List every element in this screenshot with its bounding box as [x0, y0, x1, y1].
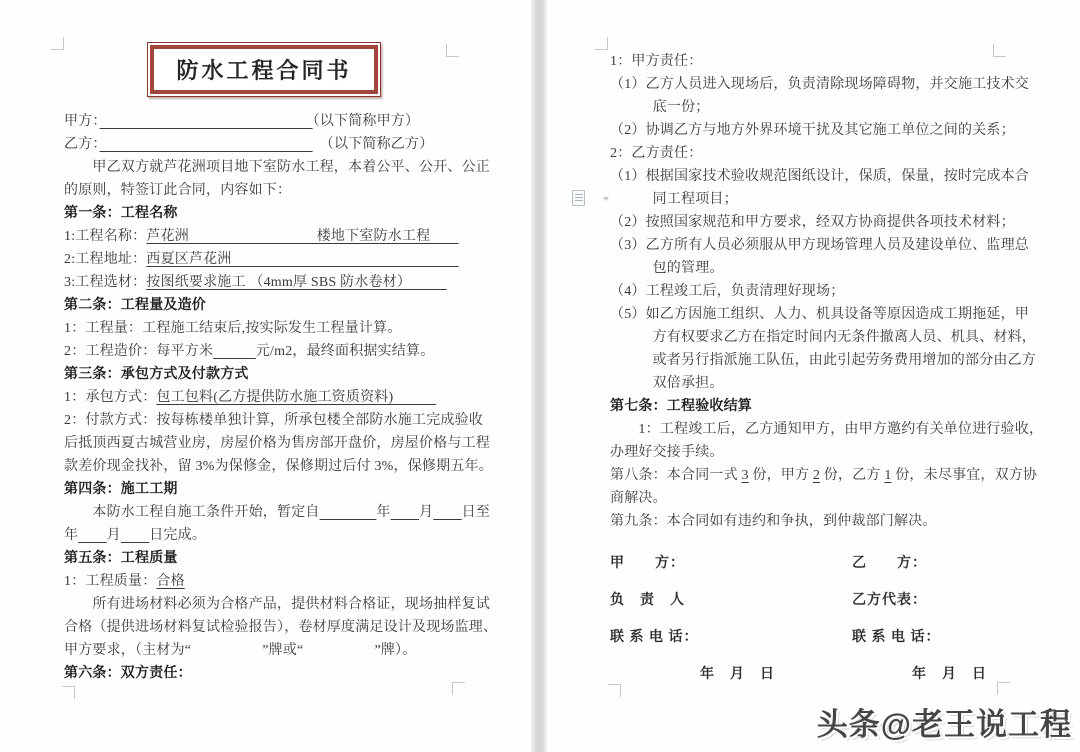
contract-line: 第八条：本合同一式 3 份，甲方 2 份，乙方 1 份，未尽事宜，双方协	[610, 468, 1038, 483]
contract-line: 乙方： （以下简称乙方）	[64, 137, 434, 152]
contract-line: （3）乙方所有人员必须服从甲方现场管理人员及建设单位、监理总	[610, 238, 1029, 253]
contract-line: 办理好交接手续。	[610, 445, 724, 460]
contract-line: 2：乙方责任：	[610, 146, 703, 161]
paste-options-icon[interactable]	[572, 190, 585, 206]
contract-line: 1：承包方式：包工包料(乙方提供防水施工资质资料)	[64, 390, 436, 405]
contract-line: 第七条：工程验收结算	[610, 399, 752, 414]
contract-line: 后抵顶西夏古城营业房，房屋价格为售房部开盘价，房屋价格与工程	[64, 436, 490, 451]
contract-line: 第五条：工程质量	[64, 551, 178, 566]
margin-corner-mark	[62, 686, 75, 699]
contract-line: 的原则，特签订此合同，内容如下：	[64, 183, 292, 198]
signature-line: 甲 方： 乙 方：	[610, 556, 927, 571]
contract-line: 2：付款方式：按每栋楼单独计算，所承包楼全部防水施工完成验收	[64, 413, 483, 428]
contract-line: 第一条：工程名称	[64, 206, 178, 221]
page-2-text-area	[610, 50, 1044, 693]
title-red-frame	[147, 42, 380, 97]
contract-line: 第二条：工程量及造价	[64, 298, 206, 313]
contract-line: 1：工程竣工后，乙方通知甲方，由甲方邀约有关单位进行验收，	[610, 422, 1044, 437]
signature-line: 负 责 人 乙方代表：	[610, 593, 927, 608]
contract-line: 1：工程量：工程施工结束后,按实际发生工程量计算。	[64, 321, 402, 336]
contract-line: 所有进场材料必须为合格产品，提供材料合格证，现场抽样复试	[64, 597, 490, 612]
contract-line: 第九条：本合同如有违约和争执，到仲裁部门解决。	[610, 514, 937, 529]
contract-line: 1：甲方责任：	[610, 54, 703, 69]
signature-line: 年 月 日 年 月 日	[610, 667, 987, 682]
contract-line: 或者另行指派施工队伍，由此引起劳务费用增加的部分由乙方	[610, 353, 1036, 368]
contract-line: 甲方要求，（主材为“ ”牌或“ ”牌）。	[64, 643, 417, 658]
contract-line: 2:工程地址：西夏区芦花洲	[64, 252, 459, 267]
page-2-lines	[610, 50, 1044, 693]
contract-line: 甲方： （以下简称甲方）	[64, 114, 420, 129]
contract-line: 款差价现金找补，留 3%为保修金，保修期过后付 3%，保修期五年。	[64, 459, 493, 474]
contract-line: 包的管理。	[610, 261, 724, 276]
contract-line: 合格（提供进场材料复试检验报告），卷材厚度满足设计及现场监理、	[64, 620, 498, 635]
contract-line: （2）按照国家规范和甲方要求，经双方协商提供各项技术材料；	[610, 215, 1015, 230]
contract-line: 第三条：承包方式及付款方式	[64, 367, 249, 382]
contract-line: 方有权要求乙方在指定时间内无条件撤离人员、机具、材料，	[610, 330, 1036, 345]
page-1-lines	[64, 110, 498, 685]
contract-line: 第六条：双方责任：	[64, 666, 192, 681]
contract-line: （5）如乙方因施工组织、人力、机具设备等原因造成工期拖延，甲	[610, 307, 1029, 322]
margin-corner-mark	[595, 37, 608, 50]
contract-line: 第四条：施工工期	[64, 482, 178, 497]
contract-line: 年 月 日完成。	[64, 528, 207, 543]
contract-line: （2）协调乙方与地方外界环境干扰及其它施工单位之间的关系；	[610, 123, 1015, 138]
contract-line: 3:工程选材：按图纸要求施工 （4mm厚 SBS 防水卷材）	[64, 275, 447, 290]
contract-line: 1：工程质量：合格	[64, 574, 185, 589]
contract-line: 同工程项目；	[610, 192, 738, 207]
contract-line: 双倍承担。	[610, 376, 724, 391]
contract-page-2	[547, 0, 1080, 752]
paste-options-arrow-icon[interactable]	[603, 197, 609, 201]
contract-line: （1）乙方人员进入现场后，负责清除现场障碍物，并交施工技术交	[610, 77, 1029, 92]
toutiao-watermark: 头条@老王说工程	[816, 707, 1072, 742]
contract-line: （1）根据国家技术验收规范图纸设计，保质，保量，按时完成本合	[610, 169, 1029, 184]
contract-page-1	[0, 0, 533, 752]
contract-title-block	[64, 40, 464, 110]
contract-line: 1:工程名称：芦花洲 楼地下室防水工程	[64, 229, 459, 244]
contract-line: 2：工程造价：每平方米 元/m2，最终面积据实结算。	[64, 344, 435, 359]
signature-line: 联 系 电 话： 联 系 电 话：	[610, 630, 941, 645]
contract-line: （4）工程竣工后，负责清理好现场；	[610, 284, 845, 299]
page-1-text-area	[64, 40, 498, 685]
contract-line: 本防水工程自施工条件开始，暂定自 年 月 日至	[64, 505, 491, 520]
page-gap-divider	[531, 0, 547, 752]
margin-corner-mark	[51, 37, 64, 50]
contract-line: 商解决。	[610, 491, 667, 506]
contract-title: 防水工程合同书	[150, 45, 377, 94]
contract-line: 底一份；	[610, 100, 710, 115]
contract-line: 甲乙双方就芦花洲项目地下室防水工程，本着公平、公开、公正	[64, 160, 490, 175]
